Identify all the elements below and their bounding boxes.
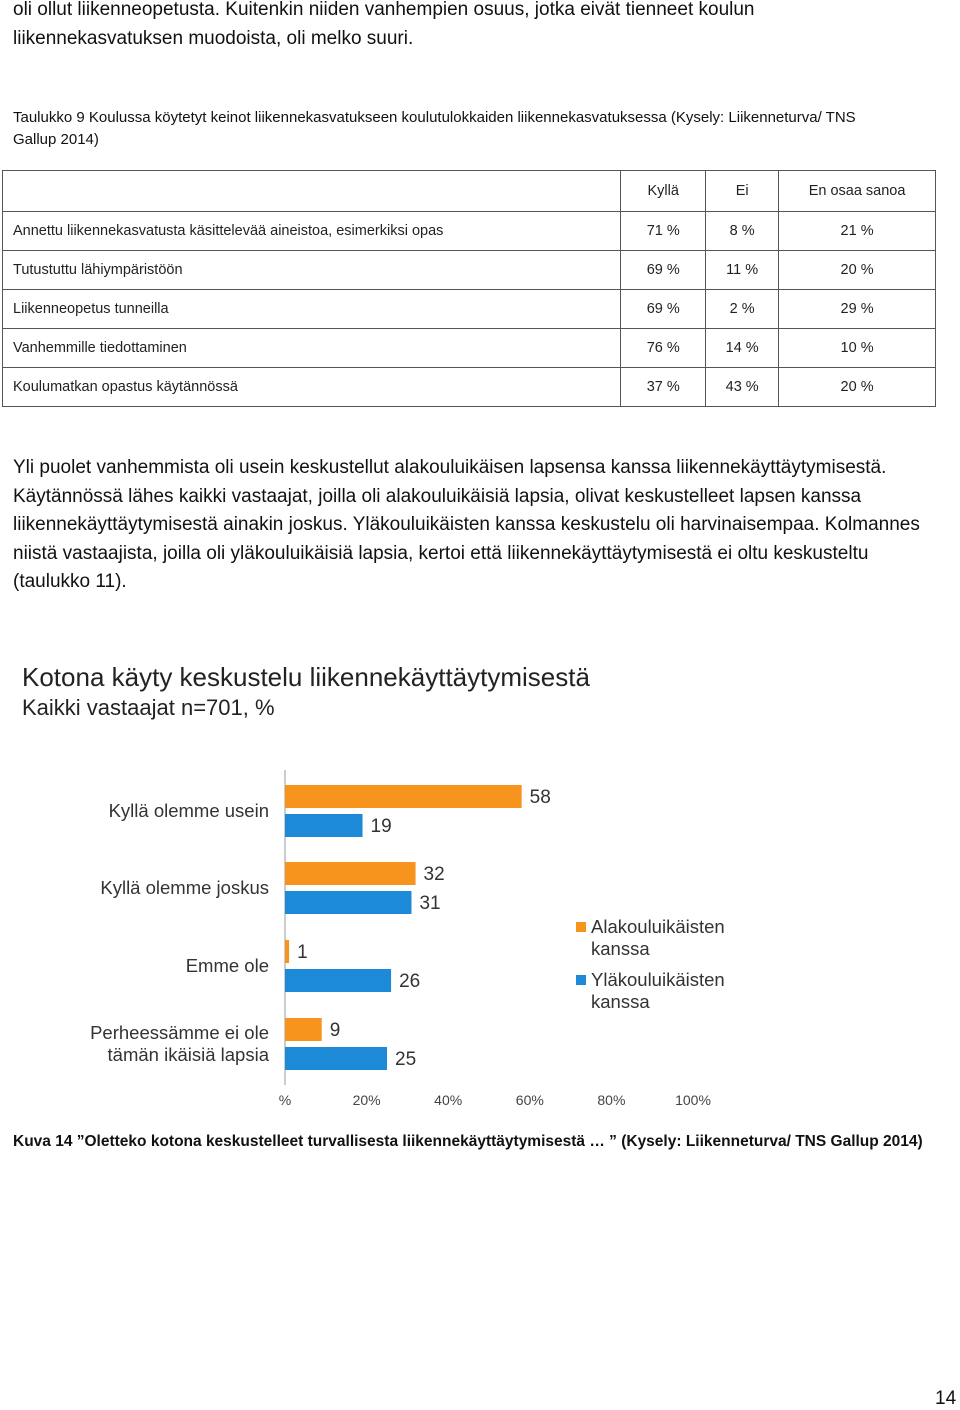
bar (285, 969, 391, 992)
table-row (3, 251, 936, 290)
x-tick-label: 80% (597, 1092, 626, 1108)
chart-title: Kotona käyty keskustelu liikennekäyttäytymisestä (22, 662, 590, 692)
legend-label: Yläkouluikäisten (591, 969, 725, 990)
table-cell: 43 % (706, 368, 779, 407)
table-header-cell: Ei (706, 171, 779, 212)
legend-label: kanssa (591, 991, 650, 1012)
data-label: 9 (329, 1020, 341, 1041)
bar (285, 814, 363, 837)
legend-label: Alakouluikäisten (591, 916, 725, 937)
data-label: 1 (297, 942, 308, 963)
category-label: Kyllä olemme joskus (100, 877, 269, 898)
table-cell: 71 % (621, 212, 706, 251)
table-caption (13, 107, 953, 151)
table-cell: Annettu liikennekasvatusta käsittelevää aineistoa, esimerkiksi opas (3, 212, 621, 251)
intro-line: oli ollut liikenneopetusta. Kuitenkin niiden vanhempien osuus, jotka eivät tienneet koulun (13, 0, 755, 20)
table-row (3, 212, 936, 251)
table-row (3, 368, 936, 407)
bar (285, 785, 522, 808)
table-cell: 37 % (621, 368, 706, 407)
intro-text (13, 0, 755, 53)
table-caption-line: Taulukko 9 Koulussa köytetyt keinot liikennekasvatukseen koulutulokkaiden liikennekasvatuksessa (Kysely: Liikenneturva/ TNS (13, 109, 856, 126)
bar (285, 1018, 322, 1041)
legend-label: kanssa (591, 938, 650, 959)
x-tick-label: 60% (515, 1092, 544, 1108)
table-cell: 2 % (706, 290, 779, 329)
table-cell: 20 % (779, 251, 936, 290)
paragraph-line: (taulukko 11). (13, 571, 127, 592)
data-label: 31 (419, 893, 441, 914)
table-cell: 29 % (779, 290, 936, 329)
table-cell: 11 % (706, 251, 779, 290)
table-caption-line: Gallup 2014) (13, 131, 99, 148)
table-row (3, 329, 936, 368)
category-label: tämän ikäisiä lapsia (107, 1044, 269, 1065)
page-number: 14 (935, 1388, 957, 1409)
data-label: 32 (423, 864, 445, 885)
x-tick-label: % (278, 1092, 292, 1108)
table-header-cell: En osaa sanoa (779, 171, 936, 212)
chart-plot (0, 640, 960, 1120)
table-cell: 69 % (621, 251, 706, 290)
category-label: Perheessämme ei ole (90, 1022, 269, 1043)
bar (285, 891, 411, 914)
category-label: Emme ole (185, 955, 269, 976)
x-tick-label: 40% (434, 1092, 463, 1108)
table-header-cell (3, 171, 621, 212)
table-row (3, 290, 936, 329)
figure-caption: Kuva 14 ”Oletteko kotona keskustelleet turvallisesta liikennekäyttäytymisestä … ” (Kysely: Liikenneturva/ TNS Gallup 2014) (13, 1133, 923, 1150)
paragraph-line: Yli puolet vanhemmista oli usein keskustellut alakouluikäisen lapsensa kanssa liikennekäyttäytymisestä. (13, 457, 887, 478)
intro-line: liikennekasvatuksen muodoista, oli melko suuri. (13, 27, 414, 49)
data-table (2, 170, 936, 407)
paragraph-line: Käytännössä lähes kaikki vastaajat, joilla oli alakouluikäisiä lapsia, olivat keskustelleet lapsen kanssa (13, 485, 862, 507)
table-cell: 21 % (779, 212, 936, 251)
category-label: Kyllä olemme usein (108, 800, 269, 821)
table-cell: 69 % (621, 290, 706, 329)
chart (0, 640, 960, 1120)
table-cell: Tutustuttu lähiympäristöön (3, 251, 621, 290)
data-label: 26 (399, 971, 421, 992)
table-cell: Liikenneopetus tunneilla (3, 290, 621, 329)
table-cell: 8 % (706, 212, 779, 251)
legend-swatch (576, 922, 586, 932)
table-cell: 14 % (706, 329, 779, 368)
table-cell: 10 % (779, 329, 936, 368)
table-cell: 76 % (621, 329, 706, 368)
x-tick-label: 20% (352, 1092, 381, 1108)
chart-subtitle: Kaikki vastaajat n=701, % (22, 695, 275, 720)
data-label: 58 (529, 787, 551, 808)
table-cell: Vanhemmille tiedottaminen (3, 329, 621, 368)
bar (285, 1047, 387, 1070)
legend-swatch (576, 975, 586, 985)
table-cell: 20 % (779, 368, 936, 407)
body-paragraph (13, 454, 958, 597)
table-header-row (3, 171, 936, 212)
paragraph-line: liikennekäyttäytymisestä ainakin joskus. Yläkouluikäisten kanssa keskustelu oli harvinaisempaa. Kolmannes (13, 514, 920, 535)
paragraph-line: niistä vastaajista, joilla oli yläkouluikäisiä lapsia, kertoi että liikennekäyttäytymisestä ei oltu keskusteltu (13, 542, 869, 564)
bar (285, 940, 289, 963)
data-label: 25 (395, 1049, 417, 1070)
x-tick-label: 100% (675, 1092, 711, 1108)
data-label: 19 (370, 816, 392, 837)
table-cell: Koulumatkan opastus käytännössä (3, 368, 621, 407)
bar (285, 862, 416, 885)
table-header-cell: Kyllä (621, 171, 706, 212)
